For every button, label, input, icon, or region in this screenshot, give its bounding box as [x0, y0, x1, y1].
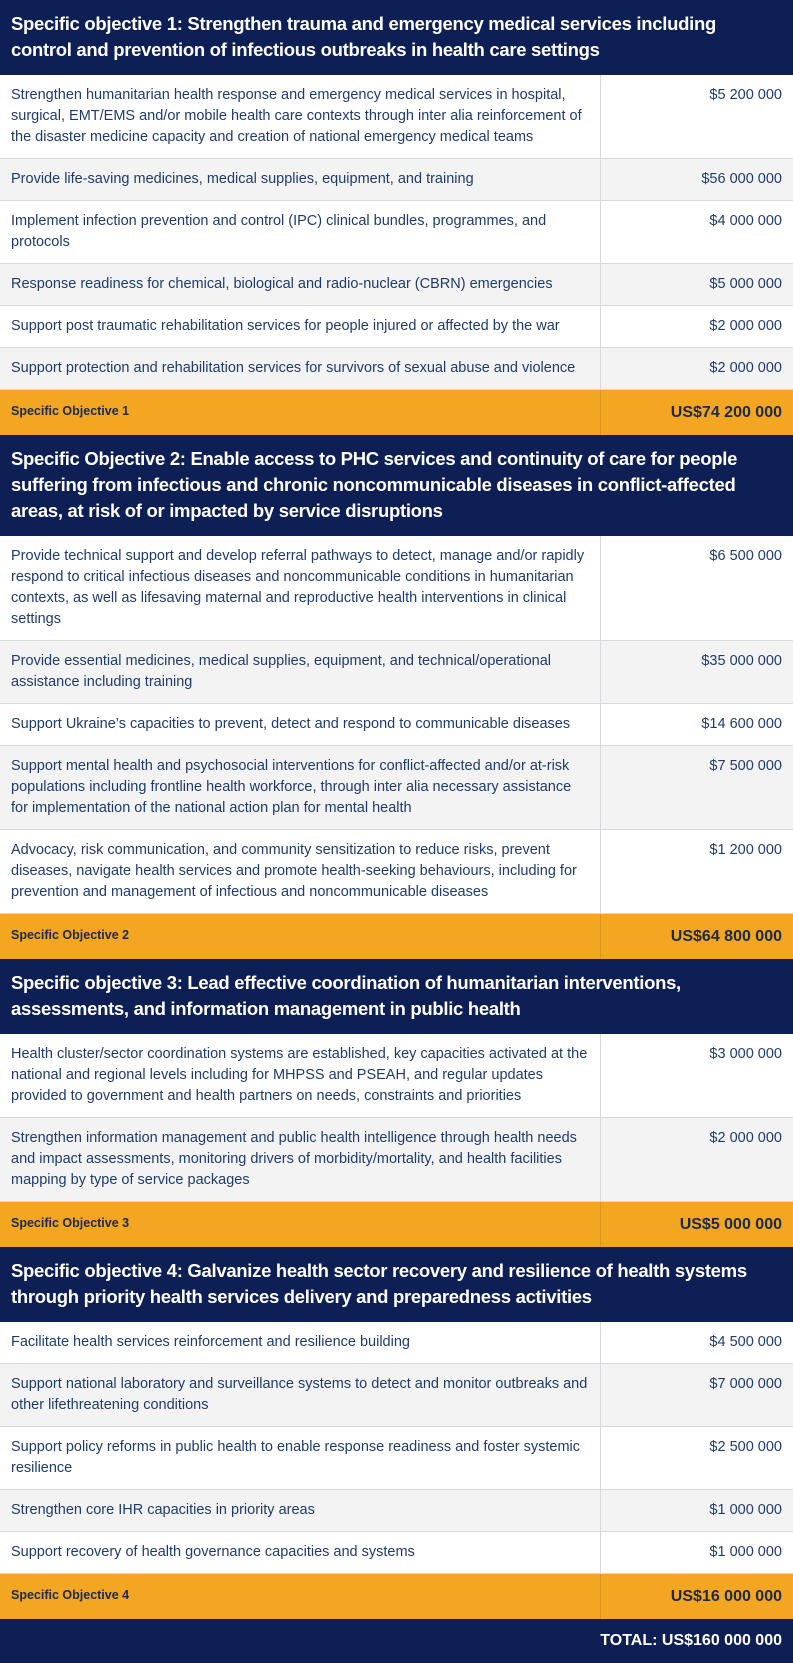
- activity-description: Strengthen core IHR capacities in priority areas: [0, 1490, 601, 1531]
- activity-amount: $2 000 000: [709, 318, 782, 334]
- table-row: [0, 1364, 793, 1427]
- objective-section-4: [0, 1247, 793, 1619]
- activity-amount: $1 000 000: [709, 1544, 782, 1560]
- activity-amount: $4 000 000: [709, 213, 782, 229]
- table-row: [0, 1118, 793, 1202]
- activity-amount: $7 500 000: [709, 758, 782, 774]
- table-row: [0, 201, 793, 264]
- activity-description: Strengthen humanitarian health response and emergency medical services in hospital, surgical, EMT/EMS and/or mobile health care contexts through inter alia reinforcement of the disaster medicine capacity and creation of national emergency medical teams: [0, 75, 601, 158]
- activity-description: Support recovery of health governance capacities and systems: [0, 1532, 601, 1573]
- activity-amount: $2 000 000: [709, 360, 782, 376]
- activity-amount: $1 000 000: [709, 1502, 782, 1518]
- objective-title: Specific objective 3: Lead effective coordination of humanitarian interventions, assessments, and information management in public health: [0, 959, 793, 1034]
- activity-amount: $1 200 000: [709, 842, 782, 858]
- activity-amount: $4 500 000: [709, 1334, 782, 1350]
- activity-description: Response readiness for chemical, biological and radio-nuclear (CBRN) emergencies: [0, 264, 601, 305]
- table-row: [0, 75, 793, 159]
- activity-description: Support national laboratory and surveillance systems to detect and monitor outbreaks and other lifethreatening conditions: [0, 1364, 601, 1426]
- subtotal-label: Specific Objective 3: [0, 1202, 601, 1247]
- table-row: [0, 641, 793, 704]
- objective-section-1: [0, 0, 793, 435]
- activity-description: Support post traumatic rehabilitation services for people injured or affected by the war: [0, 306, 601, 347]
- table-row: [0, 159, 793, 201]
- table-row: [0, 536, 793, 641]
- objective-title: Specific objective 4: Galvanize health sector recovery and resilience of health systems through priority health services delivery and preparedness activities: [0, 1247, 793, 1322]
- grand-total: TOTAL: US$160 000 000: [0, 1619, 793, 1663]
- activity-amount: $7 000 000: [709, 1376, 782, 1392]
- objective-section-2: [0, 435, 793, 959]
- activity-amount: $5 200 000: [709, 87, 782, 103]
- table-row: [0, 348, 793, 390]
- activity-description: Provide technical support and develop referral pathways to detect, manage and/or rapidly respond to critical infectious diseases and noncommunicable conditions in humanitarian contexts, as well as lifesaving maternal and reproductive health interventions in clinical settings: [0, 536, 601, 640]
- activity-description: Provide life-saving medicines, medical supplies, equipment, and training: [0, 159, 601, 200]
- subtotal-row: [0, 1202, 793, 1247]
- activity-amount: $5 000 000: [709, 276, 782, 292]
- activity-description: Support mental health and psychosocial interventions for conflict-affected and/or at-risk populations including frontline health workforce, through inter alia necessary assistance for implementation of the national action plan for mental health: [0, 746, 601, 829]
- activity-description: Facilitate health services reinforcement and resilience building: [0, 1322, 601, 1363]
- activity-description: Support policy reforms in public health to enable response readiness and foster systemic resilience: [0, 1427, 601, 1489]
- activity-description: Strengthen information management and public health intelligence through health needs and impact assessments, monitoring drivers of morbidity/mortality, and health facilities mapping by type of service packages: [0, 1118, 601, 1201]
- table-row: [0, 1490, 793, 1532]
- subtotal-value: US$16 000 000: [670, 1588, 782, 1605]
- subtotal-row: [0, 390, 793, 435]
- subtotal-row: [0, 1574, 793, 1619]
- activity-description: Support Ukraine’s capacities to prevent, detect and respond to communicable diseases: [0, 704, 601, 745]
- objective-title: Specific objective 1: Strengthen trauma and emergency medical services including control and prevention of infectious outbreaks in health care settings: [0, 0, 793, 75]
- table-row: [0, 746, 793, 830]
- activity-description: Support protection and rehabilitation services for survivors of sexual abuse and violence: [0, 348, 601, 389]
- activity-amount: $6 500 000: [709, 548, 782, 564]
- activity-amount: $2 500 000: [709, 1439, 782, 1455]
- activity-amount: $2 000 000: [709, 1130, 782, 1146]
- subtotal-row: [0, 914, 793, 959]
- activity-description: Advocacy, risk communication, and community sensitization to reduce risks, prevent diseases, navigate health services and promote health-seeking behaviours, including for prevention and management of infectious and noncommunicable diseases: [0, 830, 601, 913]
- subtotal-value: US$64 800 000: [670, 928, 782, 945]
- table-row: [0, 1427, 793, 1490]
- subtotal-label: Specific Objective 1: [0, 390, 601, 435]
- table-row: [0, 1034, 793, 1118]
- table-row: [0, 830, 793, 914]
- subtotal-label: Specific Objective 4: [0, 1574, 601, 1619]
- activity-description: Health cluster/sector coordination systems are established, key capacities activated at the national and regional levels including for MHPSS and PSEAH, and regular updates provided to government and health partners on needs, constraints and priorities: [0, 1034, 601, 1117]
- subtotal-value: US$5 000 000: [679, 1216, 782, 1233]
- activity-description: Implement infection prevention and control (IPC) clinical bundles, programmes, and protocols: [0, 201, 601, 263]
- activity-amount: $3 000 000: [709, 1046, 782, 1062]
- activity-amount: $14 600 000: [701, 716, 782, 732]
- objective-section-3: [0, 959, 793, 1247]
- table-row: [0, 306, 793, 348]
- table-row: [0, 1532, 793, 1574]
- subtotal-label: Specific Objective 2: [0, 914, 601, 959]
- activity-amount: $35 000 000: [701, 653, 782, 669]
- activity-description: Provide essential medicines, medical supplies, equipment, and technical/operational assistance including training: [0, 641, 601, 703]
- subtotal-value: US$74 200 000: [670, 404, 782, 421]
- table-row: [0, 1322, 793, 1364]
- objective-title: Specific Objective 2: Enable access to PHC services and continuity of care for people suffering from infectious and chronic noncommunicable diseases in conflict-affected areas, at risk of or impacted by service disruptions: [0, 435, 793, 536]
- table-row: [0, 264, 793, 306]
- activity-amount: $56 000 000: [701, 171, 782, 187]
- table-row: [0, 704, 793, 746]
